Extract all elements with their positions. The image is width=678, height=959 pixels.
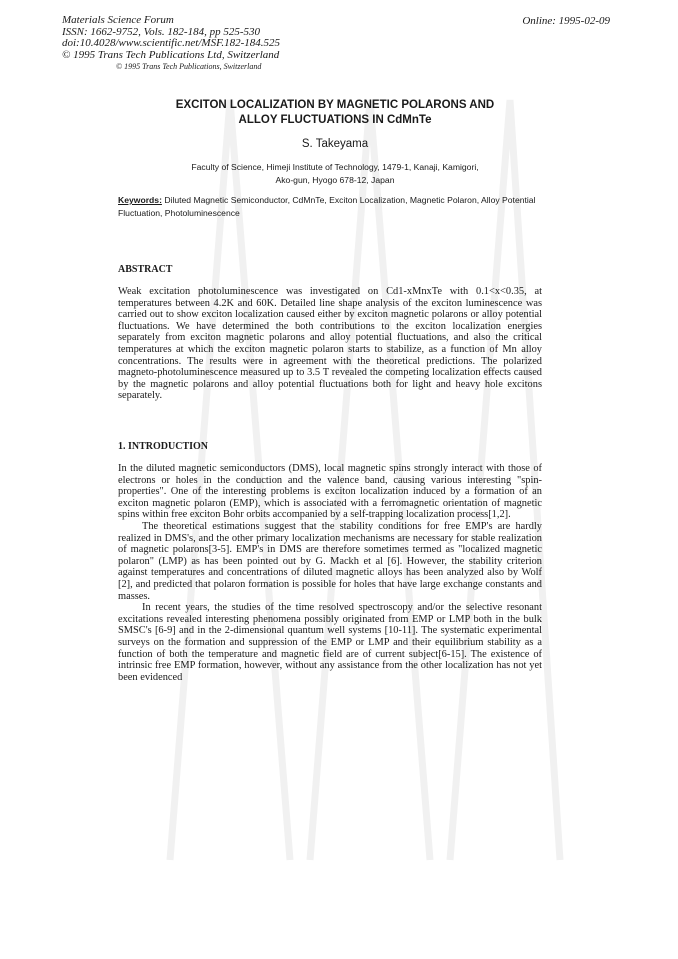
title-line: EXCITON LOCALIZATION BY MAGNETIC POLARONS AND	[175, 99, 495, 111]
keywords-label: Keywords:	[118, 195, 162, 205]
journal-name: Materials Science Forum	[62, 14, 174, 26]
keywords-text: Diluted Magnetic Semiconductor, CdMnTe, Exciton Localization, Magnetic Polaron, Alloy Potential Fluctuation, Photoluminescence	[118, 195, 536, 218]
introduction-heading: 1. INTRODUCTION	[118, 441, 209, 452]
abstract-text: Weak excitation photoluminescence was investigated on Cd1-xMnxTe with 0.1<x<0.35, at temperatures between 4.2K and 60K. Detailed line shape analysis of the exciton luminescence was carried out to show exciton localization caused either by exciton magnetic polarons or alloy potential fluctuations. We have determined the both contributions to the exciton localization energies separately from exciton magnetic polarons and alloy potential fluctuations, and also the critical temperatures at which the exciton magnetic polaron starts to stabilize, as a function of Mn alloy concentrations. The results were in agreement with the theoretical predictions. The polarized magneto-photoluminescence measured up to 3.5 T revealed the competing localization effects caused by the magnetic polarons and alloy potential fluctuations both for light and heavy hole excitons separately.	[118, 286, 542, 402]
paper-title	[120, 98, 550, 128]
title-line: ALLOY FLUCTUATIONS IN CdMnTe	[238, 114, 432, 126]
journal-header	[62, 15, 280, 73]
affiliation-line: Ako-gun, Hyogo 678-12, Japan	[275, 174, 395, 185]
affiliation	[120, 161, 550, 186]
intro-paragraph: In the diluted magnetic semiconductors (DMS), local magnetic spins strongly interact with those of electrons or holes in the conduction and the valence band, causing various interesting "spin-properties". One of the interesting problems is exciton localization induced by a formation of an exciton magnetic polaron (EMP), which is associated with a ferromagnetic orientation of magnetic spins within free exciton Bohr orbits accompanied by a self-trapping localization process[1,2].	[118, 463, 542, 521]
abstract-heading: ABSTRACT	[118, 264, 173, 275]
introduction-body	[118, 463, 542, 683]
journal-copyright-small: © 1995 Trans Tech Publications, Switzerland	[116, 62, 262, 71]
keywords	[118, 194, 548, 219]
author-name: S. Takeyama	[301, 138, 369, 150]
abstract-body	[118, 286, 542, 402]
online-date: Online: 1995-02-09	[522, 15, 610, 27]
intro-paragraph: In recent years, the studies of the time resolved spectroscopy and/or the selective resonant excitations revealed interesting phenomena possibly originated from EMP or LMP both in the bulk SMSC's [6-9] and in the 2-dimensional quantum well systems [10-11]. The systematic experimental surveys on the formation and suppression of the EMP or LMP and their equilibrium stability as a function of both the temperature and magnetic field are of current subject[6-15]. The existence of intrinsic free EMP formation, however, without any assistance from the other localization has not yet been evidenced	[118, 602, 542, 683]
journal-doi: doi:10.4028/www.scientific.net/MSF.182-184.525	[62, 37, 281, 49]
intro-paragraph: The theoretical estimations suggest that the stability conditions for free EMP's are hardly realized in DMS's, and the other primary localization mechanisms are necessary for stable realization of magnetic polarons[3-5]. EMP's in DMS are therefore sometimes termed as "localized magnetic polaron" (LMP) as has been pointed out by G. Mackh et al [6]. However, the stability criterion against temperatures and concentrations of diluted magnetic alloys has been analyzed also by Wolf [2], and predicted that polaron formation is possible for holes that have large exchange constants and masses.	[118, 520, 542, 602]
journal-copyright: © 1995 Trans Tech Publications Ltd, Switzerland	[62, 48, 280, 61]
affiliation-line: Faculty of Science, Himeji Institute of Technology, 1479-1, Kanaji, Kamigori,	[191, 162, 479, 172]
journal-issn: ISSN: 1662-9752, Vols. 182-184, pp 525-530	[62, 25, 260, 38]
